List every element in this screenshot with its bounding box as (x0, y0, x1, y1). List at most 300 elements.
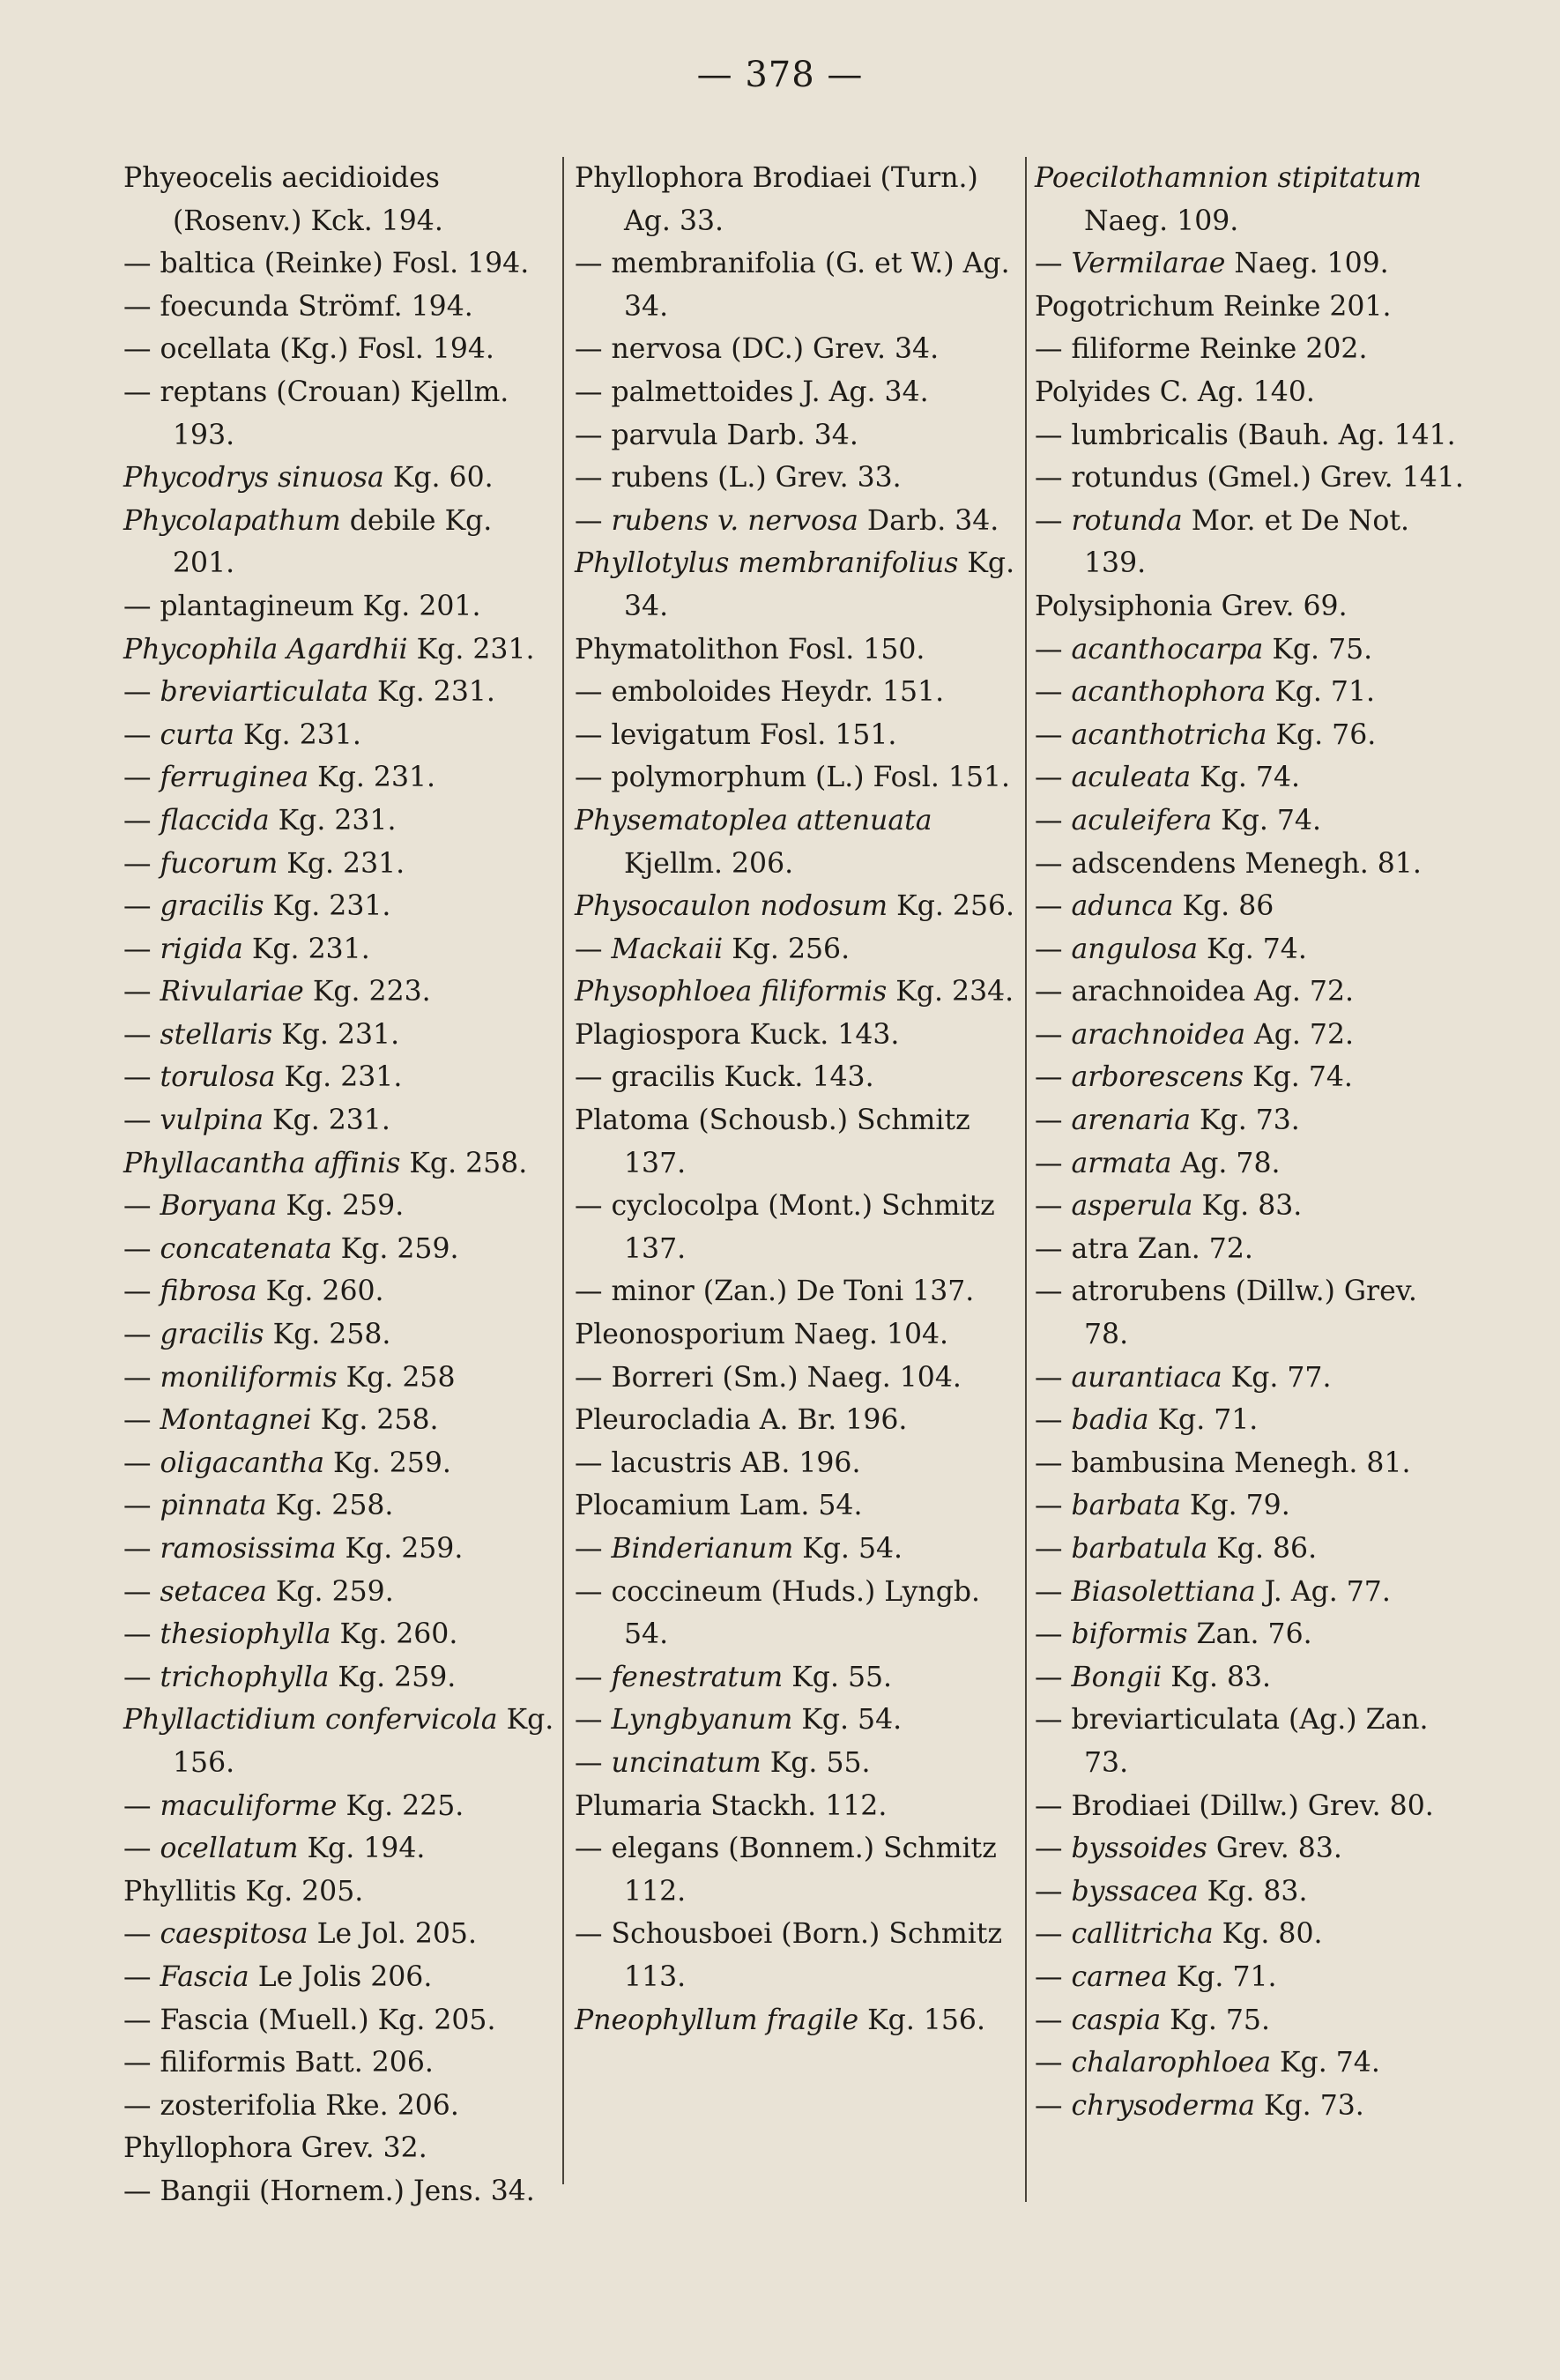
entry-text: — (123, 718, 160, 751)
entry-text: Kg. 260. (331, 1618, 458, 1651)
entry-text: — adscendens Menegh. 81. (1035, 847, 1422, 880)
entry-text: — (1035, 1361, 1072, 1394)
entry-italic-text: biformis (1071, 1618, 1188, 1651)
index-entry (1035, 1484, 1467, 1528)
entry-italic-text: Phyllacantha affinis (123, 1147, 401, 1179)
entry-text: — (575, 1533, 612, 1565)
entry-text: Kg. 231. (407, 633, 535, 666)
entry-text: Kg. 231. (278, 847, 405, 880)
entry-text: — bambusina Menegh. 81. (1035, 1447, 1411, 1479)
index-column-1 (123, 157, 555, 2213)
entry-text: Kg. 74. (1244, 1061, 1353, 1094)
entry-text: Kg. 258. (266, 1490, 394, 1522)
entry-text: — coccineum (Huds.) Lyngb. 54. (575, 1575, 981, 1651)
index-entry (123, 371, 555, 457)
entry-italic-text: ocellatum (160, 1833, 299, 1865)
index-entry (123, 500, 555, 585)
entry-text: — (123, 1319, 160, 1351)
entry-text: — Schousboei (Born.) Schmitz 113. (575, 1918, 1003, 1993)
entry-italic-text: Fascia (160, 1960, 249, 1993)
index-entry (575, 1999, 1020, 2042)
entry-text: — cyclocolpa (Mont.) Schmitz 137. (575, 1190, 995, 1265)
entry-text: — (1035, 1618, 1072, 1651)
index-entry (1035, 414, 1467, 457)
entry-text: — (1035, 1575, 1072, 1608)
entry-text: — reptans (Crouan) Kjellm. 193. (123, 376, 509, 451)
entry-text: — (1035, 2047, 1072, 2079)
entry-text: — baltica (Reinke) Fosl. 194. (123, 248, 530, 280)
entry-text: Phyllitis Kg. 205. (123, 1875, 364, 1908)
index-entry (575, 457, 1020, 500)
entry-text: — levigatum Fosl. 151. (575, 718, 897, 751)
entry-text: debile Kg. 201. (173, 504, 493, 580)
entry-italic-text: asperula (1071, 1190, 1193, 1223)
entry-text: — (123, 1618, 160, 1651)
index-entry (1035, 1014, 1467, 1057)
entry-italic-text: barbata (1071, 1490, 1181, 1522)
entry-italic-text: Bongii (1071, 1661, 1163, 1693)
entry-text: — lumbricalis (Bauh. Ag. 141. (1035, 419, 1456, 451)
index-entry (123, 628, 555, 672)
index-entry (123, 1270, 555, 1313)
entry-text: Phymatolithon Fosl. 150. (575, 633, 925, 666)
entry-text: Kg. 80. (1213, 1918, 1323, 1951)
entry-text: Kg. 79. (1180, 1490, 1290, 1522)
entry-italic-text: chalarophloea (1071, 2047, 1272, 2079)
entry-text: — foecunda Strömf. 194. (123, 290, 473, 323)
entry-text: Kg. 86. (1207, 1533, 1318, 1565)
entry-text: — plantagineum Kg. 201. (123, 590, 481, 622)
index-entry (1035, 1056, 1467, 1099)
entry-italic-text: maculiforme (160, 1789, 338, 1822)
entry-text: Le Jolis 206. (249, 1960, 433, 1993)
index-entry (123, 1228, 555, 1271)
entry-text: Le Jol. 205. (308, 1918, 477, 1951)
entry-italic-text: aculeata (1071, 762, 1192, 794)
entry-text: — atra Zan. 72. (1035, 1232, 1253, 1265)
entry-text: Kg. 74. (1271, 2047, 1380, 2079)
entry-italic-text: thesiophylla (160, 1618, 331, 1651)
index-entry (575, 242, 1020, 328)
index-entry (575, 542, 1020, 628)
entry-text: — (1035, 804, 1072, 837)
index-entry (123, 843, 555, 886)
index-entry (1035, 1571, 1467, 1614)
index-entry (1035, 1099, 1467, 1142)
entry-text: Kg. 231. (368, 676, 495, 709)
entry-text: — membranifolia (G. et W.) Ag. 34. (575, 248, 1010, 323)
entry-text: — (575, 933, 612, 965)
index-entry (575, 157, 1020, 242)
entry-text: — zosterifolia Rke. 206. (123, 2089, 459, 2122)
entry-text: — (1035, 1404, 1072, 1437)
entry-text: Kg. 76. (1267, 718, 1377, 751)
entry-text: Kg. 74. (1198, 933, 1307, 965)
index-entry (123, 2042, 555, 2085)
index-entry (1035, 1142, 1467, 1186)
index-entry (123, 1999, 555, 2042)
entry-text: — Bangii (Hornem.) Jens. 34. (123, 2175, 535, 2207)
entry-text: Phyeocelis aecidioides (Rosenv.) Kck. 194. (123, 162, 443, 237)
index-entry (1035, 1357, 1467, 1400)
entry-text: Kg. 55. (761, 1746, 871, 1779)
index-entry (1035, 1656, 1467, 1699)
entry-text: — atrorubens (Dillw.) Grev. 78. (1035, 1276, 1417, 1351)
index-entry (123, 1613, 555, 1656)
entry-text: — (123, 1361, 160, 1394)
index-entry (123, 157, 555, 242)
entry-text: — gracilis Kuck. 143. (575, 1061, 874, 1094)
entry-text: Kg. 258 (337, 1361, 456, 1394)
entry-italic-text: setacea (160, 1575, 267, 1608)
entry-text: Kg. 256. (723, 933, 851, 965)
entry-text: Pleurocladia A. Br. 196. (575, 1404, 908, 1437)
index-entry (123, 1656, 555, 1699)
entry-text: Kjellm. 206. (624, 847, 794, 880)
index-entry (1035, 1270, 1467, 1356)
index-entry (1035, 2085, 1467, 2128)
index-entry (123, 1913, 555, 1956)
entry-italic-text: Physematoplea attenuata (575, 804, 932, 837)
entry-text: — rotundus (Gmel.) Grev. 141. (1035, 462, 1464, 495)
entry-text: — (1035, 633, 1072, 666)
index-entry (1035, 1185, 1467, 1228)
entry-text: — (1035, 1147, 1072, 1179)
entry-text: Kg. 83. (1198, 1875, 1308, 1908)
index-entry (575, 756, 1020, 800)
entry-text: Naeg. 109. (1225, 248, 1389, 280)
index-entry (123, 585, 555, 628)
entry-text: — (123, 847, 160, 880)
index-entry (1035, 1999, 1467, 2042)
index-entry (575, 1014, 1020, 1057)
index-entry (1035, 157, 1467, 242)
entry-text: Naeg. 109. (1084, 205, 1239, 237)
page-number: — 378 — (696, 55, 864, 95)
entry-text: Darb. 34. (858, 504, 999, 537)
entry-text: Kg. 74. (1212, 804, 1321, 837)
index-entry (575, 1699, 1020, 1742)
entry-text: — (1035, 2089, 1072, 2122)
index-entry (123, 1484, 555, 1528)
index-entry (123, 2170, 555, 2213)
entry-text: — (123, 1490, 160, 1522)
index-entry (575, 1913, 1020, 1998)
entry-text: — emboloides Heydr. 151. (575, 676, 945, 709)
entry-italic-text: acanthophora (1071, 676, 1267, 709)
index-entry (123, 671, 555, 714)
entry-italic-text: aurantiaca (1071, 1361, 1222, 1394)
entry-text: — minor (Zan.) De Toni 137. (575, 1276, 975, 1308)
entry-text: — (123, 762, 160, 794)
index-entry (123, 242, 555, 286)
entry-italic-text: Phyllactidium confervicola (123, 1704, 498, 1737)
entry-italic-text: badia (1071, 1404, 1149, 1437)
entry-italic-text: Binderianum (611, 1533, 794, 1565)
entry-text: — (575, 1661, 612, 1693)
entry-text: — (575, 504, 612, 537)
entry-italic-text: Pneophyllum fragile (575, 2004, 859, 2036)
entry-text: Pleonosporium Naeg. 104. (575, 1319, 949, 1351)
column-divider (562, 157, 564, 2184)
index-entry (1035, 328, 1467, 371)
entry-italic-text: Vermilarae (1071, 248, 1226, 280)
index-entry (575, 500, 1020, 543)
entry-italic-text: uncinatum (611, 1746, 761, 1779)
entry-italic-text: arachnoidea (1071, 1018, 1245, 1051)
index-entry (123, 1571, 555, 1614)
entry-text: Kg. 156. (173, 1704, 554, 1779)
entry-text: Kg. 71. (1167, 1960, 1277, 1993)
entry-text: Kg. 231. (264, 890, 391, 923)
entry-italic-text: Phycodrys sinuosa (123, 462, 384, 495)
index-entry (575, 1571, 1020, 1656)
index-entry (1035, 714, 1467, 757)
entry-text: — (123, 676, 160, 709)
index-entry (123, 756, 555, 800)
entry-text: — breviarticulata (Ag.) Zan. 73. (1035, 1704, 1429, 1779)
entry-text: Kg. 231. (242, 933, 370, 965)
entry-text: — (123, 1661, 160, 1693)
entry-text: — (123, 1232, 160, 1265)
entry-italic-text: curta (160, 718, 234, 751)
entry-text: Kg. 73. (1254, 2089, 1364, 2122)
index-entry (1035, 1956, 1467, 1999)
entry-text: Kg. 256. (888, 890, 1015, 923)
index-entry (123, 885, 555, 928)
entry-text: — (575, 1704, 612, 1737)
index-entry (1035, 971, 1467, 1014)
index-entry (1035, 585, 1467, 628)
index-entry (1035, 1528, 1467, 1571)
entry-text: — (123, 976, 160, 1008)
entry-text: — lacustris AB. 196. (575, 1447, 861, 1479)
entry-text: Kg. 77. (1222, 1361, 1332, 1394)
index-entry (123, 1442, 555, 1485)
index-entry (575, 971, 1020, 1014)
entry-text: Kg. 54. (792, 1704, 903, 1737)
index-entry (575, 328, 1020, 371)
entry-text: Ag. 72. (1244, 1018, 1355, 1051)
entry-italic-text: callitricha (1071, 1918, 1214, 1951)
index-entry (123, 1185, 555, 1228)
index-entry (1035, 1228, 1467, 1271)
entry-italic-text: rubens v. nervosa (611, 504, 858, 537)
entry-text: Kg. 259. (336, 1533, 464, 1565)
index-entry (123, 328, 555, 371)
index-entry (1035, 1785, 1467, 1828)
index-entry (575, 885, 1020, 928)
entry-text: Kg. 223. (303, 976, 431, 1008)
index-entry (1035, 800, 1467, 843)
entry-text: Kg. 156. (858, 2004, 985, 2036)
entry-text: Phyllophora Brodiaei (Turn.) Ag. 33. (575, 162, 978, 237)
entry-text: Kg. 260. (256, 1276, 384, 1308)
entry-italic-text: Physocaulon nodosum (575, 890, 888, 923)
index-entry (123, 1871, 555, 1914)
entry-italic-text: arborescens (1071, 1061, 1244, 1094)
index-entry (123, 1699, 555, 1784)
entry-italic-text: vulpina (160, 1104, 264, 1137)
entry-text: — (1035, 1490, 1072, 1522)
index-entry (123, 2127, 555, 2170)
index-entry (1035, 1827, 1467, 1871)
index-entry (575, 1442, 1020, 1485)
entry-italic-text: caespitosa (160, 1918, 308, 1951)
entry-text: Kg. 259. (266, 1575, 394, 1608)
entry-text: — (123, 1575, 160, 1608)
entry-text: Kg. 231. (269, 804, 397, 837)
entry-text: — Borreri (Sm.) Naeg. 104. (575, 1361, 962, 1394)
entry-italic-text: Phycophila Agardhii (123, 633, 408, 666)
entry-italic-text: Physophloea filiformis (575, 976, 888, 1008)
entry-italic-text: Mackaii (611, 933, 724, 965)
entry-text: Kg. 258. (311, 1404, 439, 1437)
entry-italic-text: barbatula (1071, 1533, 1208, 1565)
index-entry (123, 1399, 555, 1442)
entry-text: J. Ag. 77. (1255, 1575, 1391, 1608)
entry-text: Polysiphonia Grev. 69. (1035, 590, 1348, 622)
entry-text: Grev. 83. (1207, 1833, 1342, 1865)
entry-text: Kg. 259. (331, 1232, 459, 1265)
column-divider (1025, 157, 1027, 2202)
entry-italic-text: acanthocarpa (1071, 633, 1264, 666)
entry-text: — ocellata (Kg.) Fosl. 194. (123, 333, 494, 366)
entry-text: Kg. 83. (1192, 1190, 1303, 1223)
entry-italic-text: arenaria (1071, 1104, 1191, 1137)
index-entry (575, 1313, 1020, 1357)
entry-text: — (1035, 890, 1072, 923)
entry-italic-text: byssacea (1071, 1875, 1199, 1908)
entry-italic-text: stellaris (160, 1018, 273, 1051)
entry-text: Kg. 259. (324, 1447, 451, 1479)
entry-text: — arachnoidea Ag. 72. (1035, 976, 1355, 1008)
entry-text: — polymorphum (L.) Fosl. 151. (575, 762, 1011, 794)
entry-text: Polyides C. Ag. 140. (1035, 376, 1315, 408)
entry-italic-text: acanthotricha (1071, 718, 1267, 751)
entry-text: — (1035, 676, 1072, 709)
entry-text: — (1035, 933, 1072, 965)
entry-text: — (1035, 504, 1072, 537)
entry-text: — Brodiaei (Dillw.) Grev. 80. (1035, 1789, 1434, 1822)
entry-text: Kg. 231. (263, 1104, 390, 1137)
index-entry (123, 1056, 555, 1099)
entry-italic-text: trichophylla (160, 1661, 330, 1693)
entry-text: — (1035, 1018, 1072, 1051)
index-entry (575, 1056, 1020, 1099)
entry-text: Kg. 259. (329, 1661, 457, 1693)
entry-text: — nervosa (DC.) Grev. 34. (575, 333, 940, 366)
entry-text: Kg. 231. (275, 1061, 403, 1094)
entry-text: Kg. 60. (383, 462, 494, 495)
entry-text: Plumaria Stackh. 112. (575, 1789, 888, 1822)
entry-text: Kg. 258. (264, 1319, 391, 1351)
index-entry (575, 1827, 1020, 1913)
entry-text: Kg. 71. (1148, 1404, 1259, 1437)
entry-text: Phyllophora Grev. 32. (123, 2132, 427, 2165)
index-entry (575, 928, 1020, 971)
entry-text: — (123, 1404, 160, 1437)
entry-italic-text: Phyllotylus membranifolius (575, 547, 959, 580)
entry-text: — (123, 1789, 160, 1822)
entry-italic-text: rotunda (1071, 504, 1183, 537)
entry-text: — (1035, 1061, 1072, 1094)
entry-text: Kg. 86 (1173, 890, 1274, 923)
index-entry (123, 1099, 555, 1142)
entry-text: — (575, 1746, 612, 1779)
entry-text: Zan. 76. (1187, 1618, 1312, 1651)
index-entry (123, 457, 555, 500)
index-entry (123, 1142, 555, 1186)
index-entry (575, 1357, 1020, 1400)
entry-text: — (123, 1276, 160, 1308)
entry-text: — (123, 1833, 160, 1865)
index-entry (1035, 1442, 1467, 1485)
entry-text: — (1035, 1104, 1072, 1137)
entry-text: — (1035, 1833, 1072, 1865)
entry-text: — (123, 1918, 160, 1951)
entry-text: — (123, 1018, 160, 1051)
index-entry (1035, 928, 1467, 971)
entry-text: Kg. 75. (1161, 2004, 1270, 2036)
entry-italic-text: pinnata (160, 1490, 267, 1522)
entry-text: Kg. 258. (400, 1147, 528, 1179)
index-entry (1035, 756, 1467, 800)
entry-text: Kg. 194. (298, 1833, 426, 1865)
entry-italic-text: rigida (160, 933, 243, 965)
index-entry (575, 1484, 1020, 1528)
index-entry (1035, 286, 1467, 329)
entry-text: Kg. 231. (308, 762, 436, 794)
entry-italic-text: flaccida (160, 804, 270, 837)
entry-italic-text: Biasolettiana (1071, 1575, 1256, 1608)
entry-italic-text: oligacantha (160, 1447, 325, 1479)
entry-text: Platoma (Schousb.) Schmitz 137. (575, 1104, 970, 1179)
entry-text: Kg. 83. (1162, 1661, 1272, 1693)
entry-italic-text: Poecilothamnion stipitatum (1035, 162, 1422, 194)
entry-text: — elegans (Bonnem.) Schmitz 112. (575, 1833, 997, 1908)
index-entry (575, 1785, 1020, 1828)
entry-text: — (1035, 2004, 1072, 2036)
index-entry (123, 1785, 555, 1828)
entry-text: — rubens (L.) Grev. 33. (575, 462, 902, 495)
entry-text: Kg. 55. (783, 1661, 893, 1693)
entry-text: Plagiospora Kuck. 143. (575, 1018, 900, 1051)
entry-text: — filiforme Reinke 202. (1035, 333, 1368, 366)
index-entry (123, 2085, 555, 2128)
entry-italic-text: Montagnei (160, 1404, 312, 1437)
entry-text: — (1035, 248, 1072, 280)
entry-text: Kg. 73. (1190, 1104, 1300, 1137)
index-entry (1035, 457, 1467, 500)
entry-text: Kg. 74. (1191, 762, 1301, 794)
entry-text: — Fascia (Muell.) Kg. 205. (123, 2004, 496, 2036)
entry-italic-text: carnea (1071, 1960, 1168, 1993)
entry-text: Kg. 75. (1263, 633, 1373, 666)
index-entry (575, 1185, 1020, 1270)
index-entry (1035, 1913, 1467, 1956)
entry-text: — (123, 933, 160, 965)
index-column-2 (575, 157, 1020, 2042)
index-entry (123, 1528, 555, 1571)
index-entry (123, 928, 555, 971)
entry-text: Kg. 71. (1266, 676, 1376, 709)
index-entry (123, 1014, 555, 1057)
entry-italic-text: fenestratum (611, 1661, 784, 1693)
entry-text: — (123, 1061, 160, 1094)
entry-text: — (123, 1447, 160, 1479)
index-entry (575, 1099, 1020, 1185)
